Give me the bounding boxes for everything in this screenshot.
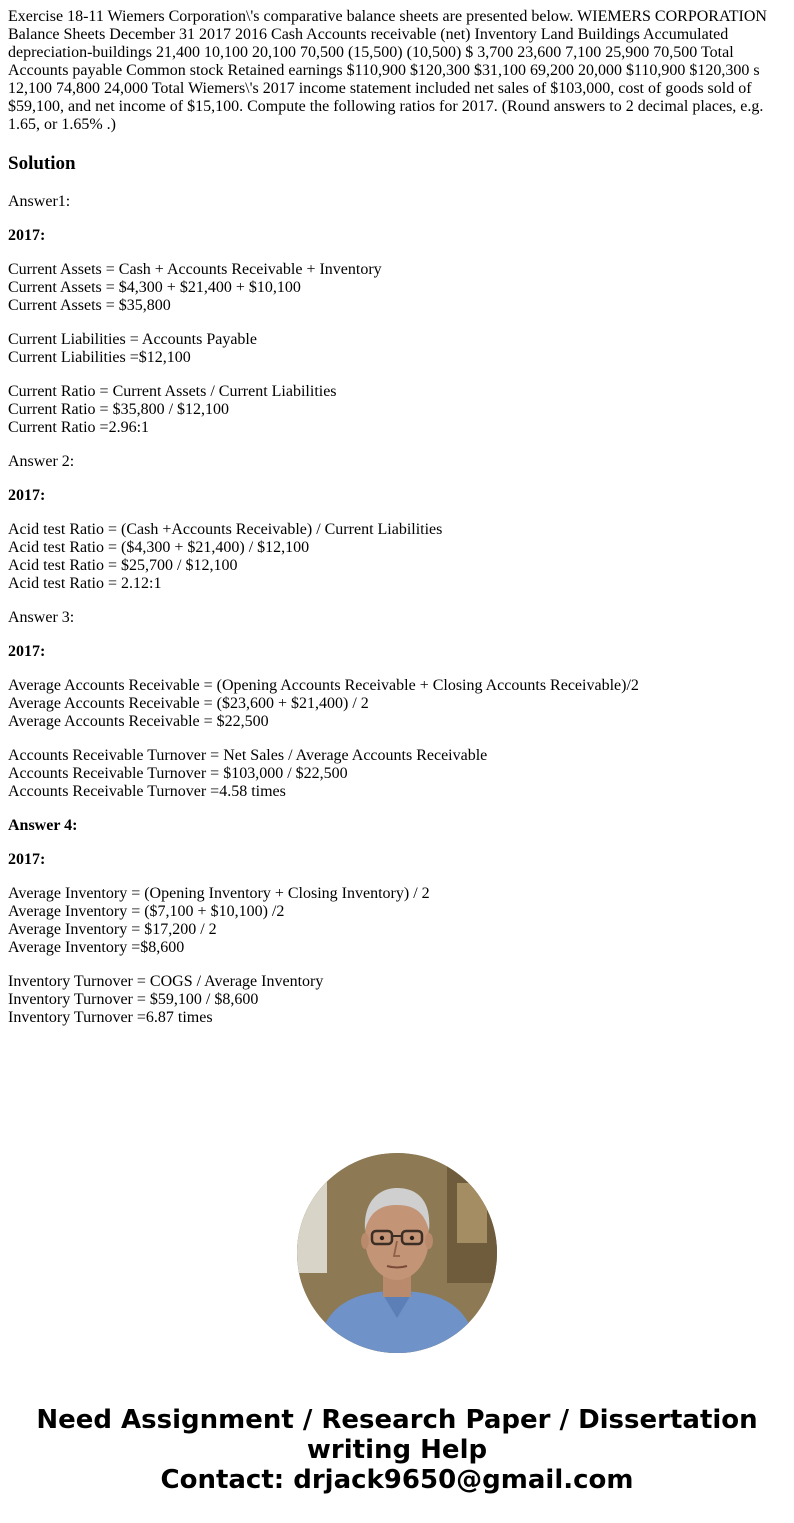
answer-4-block-1 bbox=[8, 885, 784, 957]
answer-3-year: 2017: bbox=[8, 643, 46, 660]
calc-line: Current Ratio = Current Assets / Current Liabilities bbox=[8, 383, 337, 400]
calc-line: Current Liabilities =$12,100 bbox=[8, 349, 191, 366]
answer-2-block-1 bbox=[8, 521, 784, 593]
answer-1-block-1 bbox=[8, 261, 784, 315]
calc-line: Acid test Ratio = (Cash +Accounts Receivable) / Current Liabilities bbox=[8, 521, 443, 538]
calc-line: Average Inventory = (Opening Inventory + Closing Inventory) / 2 bbox=[8, 885, 430, 902]
solution-heading: Solution bbox=[8, 153, 76, 174]
answer-2-year: 2017: bbox=[8, 487, 46, 504]
answer-3-block-2 bbox=[8, 747, 784, 801]
answer-3-block-1 bbox=[8, 677, 784, 731]
calc-line: Average Inventory = $17,200 / 2 bbox=[8, 921, 217, 938]
answer-1-year: 2017: bbox=[8, 227, 46, 244]
calc-line: Inventory Turnover = COGS / Average Inventory bbox=[8, 973, 324, 990]
answer-4-year: 2017: bbox=[8, 851, 46, 868]
author-portrait-icon bbox=[297, 1153, 497, 1353]
promo-banner bbox=[0, 1405, 794, 1495]
calc-line: Average Accounts Receivable = ($23,600 + $21,400) / 2 bbox=[8, 695, 369, 712]
answer-4-heading: Answer 4: bbox=[8, 817, 78, 834]
calc-line: Average Accounts Receivable = $22,500 bbox=[8, 713, 269, 730]
calc-line: Current Liabilities = Accounts Payable bbox=[8, 331, 257, 348]
promo-line-2: writing Help bbox=[306, 1435, 488, 1465]
calc-line: Current Assets = $4,300 + $21,400 + $10,100 bbox=[8, 279, 301, 296]
promo-contact: Contact: drjack9650@gmail.com bbox=[160, 1465, 634, 1495]
answer-1-heading: Answer1: bbox=[8, 193, 71, 210]
calc-line: Acid test Ratio = ($4,300 + $21,400) / $12,100 bbox=[8, 539, 310, 556]
calc-line: Accounts Receivable Turnover = Net Sales / Average Accounts Receivable bbox=[8, 747, 488, 764]
answer-1-block-3 bbox=[8, 383, 784, 437]
calc-line: Acid test Ratio = 2.12:1 bbox=[8, 575, 162, 592]
calc-line: Inventory Turnover =6.87 times bbox=[8, 1009, 213, 1026]
calc-line: Current Assets = $35,800 bbox=[8, 297, 171, 314]
author-avatar bbox=[297, 1153, 497, 1353]
promo-line-1: Need Assignment / Research Paper / Dissertation bbox=[36, 1405, 758, 1435]
calc-line: Average Inventory =$8,600 bbox=[8, 939, 185, 956]
document-body bbox=[8, 8, 784, 1043]
calc-line: Average Accounts Receivable = (Opening Accounts Receivable + Closing Accounts Receivable)/2 bbox=[8, 677, 639, 694]
answer-4-block-2 bbox=[8, 973, 784, 1027]
calc-line: Current Ratio =2.96:1 bbox=[8, 419, 150, 436]
calc-line: Accounts Receivable Turnover = $103,000 / $22,500 bbox=[8, 765, 348, 782]
answer-1-block-2 bbox=[8, 331, 784, 367]
question-text: Exercise 18-11 Wiemers Corporation\'s comparative balance sheets are presented below. WIEMERS CORPORATION Balance Sheets December 31 2017 2016 Cash Accounts receivable (net) Inventory Land Buildings Accumulated depreciation-buildings 21,400 10,100 20,100 70,500 (15,500) (10,500) $ 3,700 23,600 7,100 25,900 70,500 Total Accounts payable Common stock Retained earnings $110,900 $120,300 $31,100 69,200 20,000 $110,900 $120,300 s 12,100 74,800 24,000 Total Wiemers\'s 2017 income statement included net sales of $103,000, cost of goods sold of $59,100, and net income of $15,100. Compute the following ratios for 2017. (Round answers to 2 decimal places, e.g. 1.65, or 1.65% .) bbox=[8, 8, 767, 133]
calc-line: Current Ratio = $35,800 / $12,100 bbox=[8, 401, 230, 418]
calc-line: Inventory Turnover = $59,100 / $8,600 bbox=[8, 991, 259, 1008]
calc-line: Current Assets = Cash + Accounts Receivable + Inventory bbox=[8, 261, 382, 278]
answer-2-heading: Answer 2: bbox=[8, 453, 75, 470]
answer-3-heading: Answer 3: bbox=[8, 609, 75, 626]
calc-line: Acid test Ratio = $25,700 / $12,100 bbox=[8, 557, 238, 574]
calc-line: Average Inventory = ($7,100 + $10,100) /2 bbox=[8, 903, 285, 920]
calc-line: Accounts Receivable Turnover =4.58 times bbox=[8, 783, 286, 800]
